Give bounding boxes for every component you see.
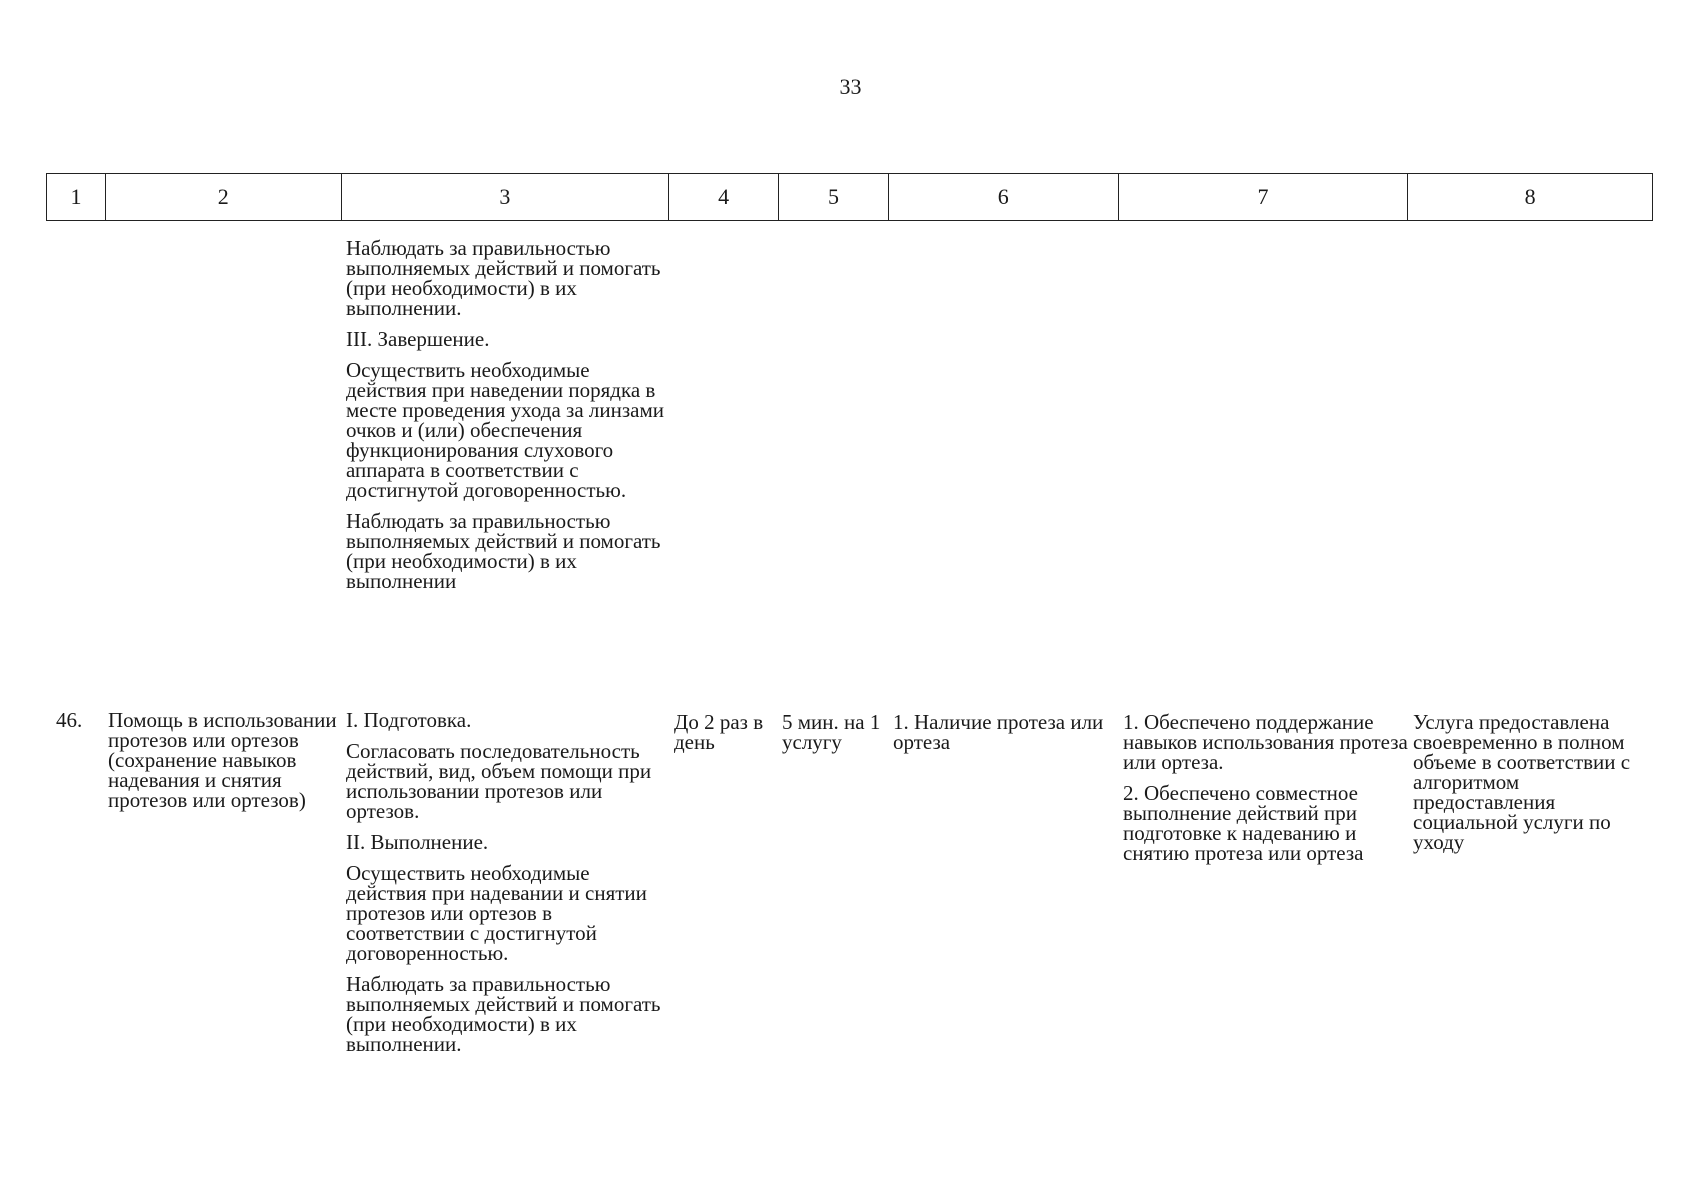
procedure-paragraph: Наблюдать за правильностью выполняемых действий и помогать (при необходимости) в их выполнении. <box>346 972 661 1056</box>
page-number: 33 <box>839 74 862 99</box>
header-col-5: 5 <box>778 174 888 220</box>
result-paragraph: 2. Обеспечено совместное выполнение действий при подготовке к надеванию и снятию протеза или ортеза <box>1123 781 1364 865</box>
procedure-paragraph: I. Подготовка. <box>346 708 472 732</box>
row-46-number: 46. <box>56 708 83 732</box>
header-col-2: 2 <box>105 174 341 220</box>
header-col-6: 6 <box>888 174 1118 220</box>
header-col-1: 1 <box>70 184 82 209</box>
row-46-conditions: 1. Наличие протеза или ортеза <box>893 710 1104 754</box>
row-46-time: 5 мин. на 1 услугу <box>782 710 881 754</box>
header-col-3: 3 <box>341 174 669 220</box>
row-46-service-name: Помощь в использовании протезов или ортезов (сохранение навыков надевания и снятия протезов или ортезов) <box>108 708 337 812</box>
row-46-frequency: До 2 раз в день <box>674 710 764 754</box>
row-46-results <box>1123 712 1413 874</box>
header-col-4: 4 <box>668 174 778 220</box>
procedure-paragraph: III. Завершение. <box>346 327 490 351</box>
procedure-paragraph: Наблюдать за правильностью выполняемых действий и помогать (при необходимости) в их выполнении <box>346 509 661 593</box>
procedure-paragraph: Осуществить необходимые действия при наведении порядка в месте проведения ухода за линзами очков и (или) обеспечения функционирования слухового аппарата в соответствии с достигнутой договоренностью. <box>346 358 664 502</box>
procedure-paragraph: Осуществить необходимые действия при надевании и снятии протезов или ортезов в соответствии с достигнутой договоренностью. <box>346 861 647 965</box>
row-46-quality: Услуга предоставлена своевременно в полном объеме в соответствии с алгоритмом предоставления социальной услуги по уходу <box>1413 710 1631 854</box>
header-col-8: 8 <box>1407 174 1652 220</box>
continuation-procedure-cell <box>346 238 671 602</box>
result-paragraph: 1. Обеспечено поддержание навыков использования протеза или ортеза. <box>1123 710 1408 774</box>
header-col-7: 7 <box>1118 174 1408 220</box>
procedure-paragraph: Согласовать последовательность действий, вид, объем помощи при использовании протезов или ортезов. <box>346 739 652 823</box>
row-46-procedure-cell <box>346 710 671 1065</box>
procedure-paragraph: Наблюдать за правильностью выполняемых действий и помогать (при необходимости) в их выполнении. <box>346 236 661 320</box>
procedure-paragraph: II. Выполнение. <box>346 830 489 854</box>
table-header-row <box>46 173 1653 221</box>
